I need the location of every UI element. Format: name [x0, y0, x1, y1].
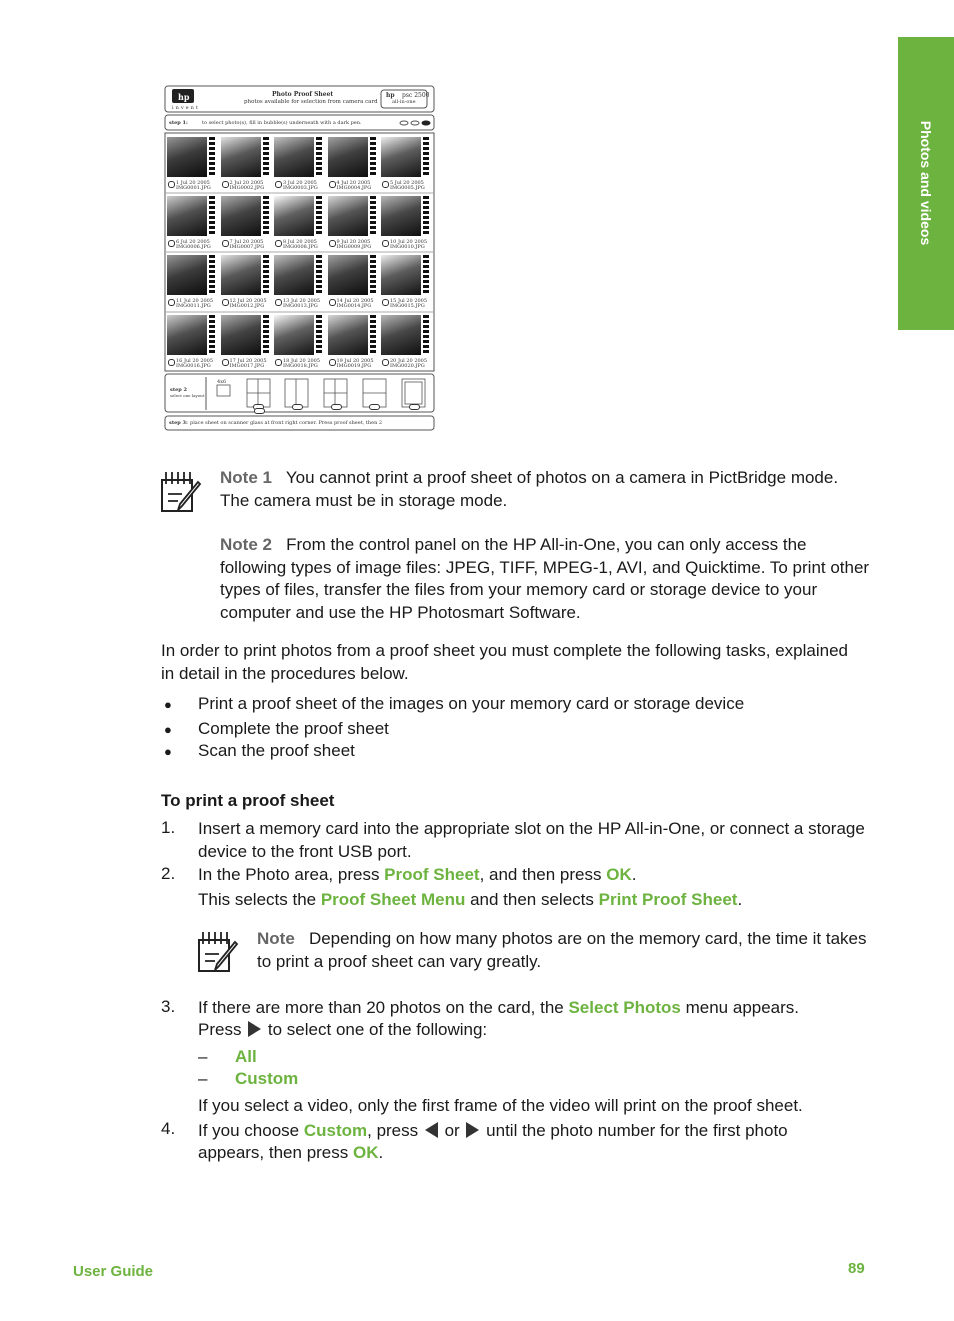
film-strip — [370, 255, 376, 295]
film-strip — [370, 196, 376, 236]
hp-logo: hp — [178, 92, 190, 102]
layout-bubble — [331, 404, 342, 410]
layout-bubble — [292, 404, 303, 410]
select-bubble — [382, 299, 389, 306]
procedure-heading: To print a proof sheet — [161, 791, 335, 810]
bullet-glyph: ● — [164, 697, 172, 712]
note-1 — [220, 467, 870, 512]
note-1-label: Note 1 — [220, 468, 272, 487]
bullet-glyph: ● — [164, 722, 172, 737]
thumbnail-filename: IMG0001.JPG — [176, 185, 211, 191]
step-4-part: , press — [367, 1121, 423, 1140]
thumbnail-filename: IMG0018.JPG — [283, 363, 318, 369]
step-4-part: appears, then press — [198, 1143, 353, 1162]
step-2-part: , and then press — [479, 865, 607, 884]
thumbnail-filename: IMG0007.JPG — [229, 244, 265, 250]
select-bubble — [222, 240, 229, 247]
note-icon — [197, 930, 241, 974]
print-proof-sheet-ref: Print Proof Sheet — [598, 890, 738, 909]
film-strip — [370, 315, 376, 355]
step-3-part: menu appears. — [680, 998, 800, 1017]
section-tab — [898, 37, 954, 330]
thumbnail-filename: IMG0012.JPG — [229, 303, 265, 309]
film-strip — [370, 137, 376, 177]
photo-thumbnail — [274, 255, 314, 295]
thumbnail-filename: IMG0006.JPG — [176, 244, 211, 250]
film-strip — [423, 315, 429, 355]
step-4-part: until the photo number for the first photo — [481, 1121, 788, 1140]
step2-label: step 2 — [170, 387, 188, 393]
step-4-part: or — [439, 1121, 465, 1140]
step-number: 2. — [161, 864, 176, 883]
film-strip — [209, 315, 215, 355]
option-all: All — [235, 1047, 257, 1066]
proof-sheet-figure — [164, 85, 435, 431]
note-2-label: Note 2 — [220, 535, 272, 554]
photo-thumbnail — [221, 255, 261, 295]
note-2-text: From the control panel on the HP All-in-One, you can only access the following types of image files: JPEG, TIFF, MPEG-1, AVI, and Quicktime. To print other types of files, transfer the files from your memory card or storage device to your computer and use the HP Photosmart Software. — [220, 535, 870, 622]
bullet-item: Scan the proof sheet — [198, 741, 355, 760]
thumbnail-date: 9 Jul 20 2005 — [336, 239, 371, 245]
thumbnail-date: 5 Jul 20 2005 — [390, 180, 424, 186]
step1-text: to select photo(s), fill in bubble(s) underneath with a dark pen. — [202, 120, 362, 126]
note-3-label: Note — [257, 929, 295, 948]
photo-thumbnail — [167, 196, 207, 236]
thumbnail-date: 4 Jul 20 2005 — [336, 180, 371, 186]
select-bubble — [222, 359, 229, 366]
left-arrow-icon — [425, 1122, 438, 1138]
step-number: 1. — [161, 818, 176, 837]
thumbnail-filename: IMG0015.JPG — [390, 303, 425, 309]
thumbnail-date: 16 Jul 20 2005 — [176, 358, 214, 364]
select-bubble — [168, 299, 175, 306]
step-2-text — [198, 864, 636, 887]
bullet-item: Complete the proof sheet — [198, 719, 389, 738]
step-3-part: to select one of the following: — [263, 1020, 488, 1039]
film-strip — [209, 196, 215, 236]
photo-thumbnail — [274, 137, 314, 177]
select-bubble — [382, 240, 389, 247]
bullet-glyph: ● — [164, 744, 172, 759]
select-bubble — [275, 181, 282, 188]
photo-thumbnail — [328, 315, 368, 355]
photo-thumbnail — [381, 196, 421, 236]
thumbnail-filename: IMG0005.JPG — [390, 185, 425, 191]
sheet-product: psc 2500 — [402, 92, 430, 99]
select-bubble — [222, 299, 229, 306]
photo-thumbnail — [221, 315, 261, 355]
photo-thumbnail — [381, 137, 421, 177]
select-bubble — [275, 299, 282, 306]
step-2-part: In the Photo area, press — [198, 865, 385, 884]
note-2 — [220, 534, 870, 624]
photo-thumbnail — [328, 137, 368, 177]
step3-text: place sheet on scanner glass at front right corner. Press proof sheet, then 2 — [190, 420, 383, 426]
select-bubble — [329, 299, 336, 306]
thumbnail-date: 15 Jul 20 2005 — [390, 298, 428, 304]
film-strip — [263, 255, 269, 295]
section-tab-label: Photos and videos — [918, 120, 934, 246]
thumbnail-filename: IMG0002.JPG — [229, 185, 265, 191]
step-2-sub-part: . — [737, 890, 743, 909]
note-1-text: You cannot print a proof sheet of photos on a camera in PictBridge mode. The camera must be in storage mode. — [220, 468, 839, 510]
select-bubble — [382, 181, 389, 188]
right-arrow-icon — [466, 1122, 479, 1138]
thumbnail-date: 14 Jul 20 2005 — [336, 298, 374, 304]
layout-bubble — [254, 408, 265, 414]
select-bubble — [275, 240, 282, 247]
ok-button-ref: OK — [352, 1143, 379, 1162]
photo-thumbnail — [167, 137, 207, 177]
step-4-part: . — [378, 1143, 384, 1162]
proof-sheet-menu-ref: Proof Sheet Menu — [320, 890, 466, 909]
footer-guide-label: User Guide — [73, 1263, 154, 1280]
photo-thumbnail — [328, 196, 368, 236]
dash: – — [198, 1047, 208, 1066]
film-strip — [423, 196, 429, 236]
photo-thumbnail — [167, 255, 207, 295]
thumbnail-date: 13 Jul 20 2005 — [283, 298, 321, 304]
step1-label: step 1: — [169, 120, 188, 126]
thumbnail-date: 19 Jul 20 2005 — [336, 358, 374, 364]
thumbnail-filename: IMG0020.JPG — [390, 363, 425, 369]
step-4-part: If you choose — [198, 1121, 304, 1140]
thumbnail-filename: IMG0010.JPG — [390, 244, 425, 250]
thumbnail-date: 2 Jul 20 2005 — [229, 180, 264, 186]
thumbnail-date: 11 Jul 20 2005 — [176, 298, 214, 304]
photo-thumbnail — [221, 196, 261, 236]
step-1-text: Insert a memory card into the appropriate slot on the HP All-in-One, or connect a storage device to the front USB port. — [198, 819, 865, 861]
step-2-sub-part: and then selects — [465, 890, 599, 909]
photo-thumbnail — [328, 255, 368, 295]
film-strip — [209, 255, 215, 295]
step-4-continued — [198, 1142, 383, 1165]
film-strip — [316, 137, 322, 177]
custom-ref: Custom — [303, 1121, 368, 1140]
step-number: 4. — [161, 1119, 176, 1138]
select-bubble — [275, 359, 282, 366]
select-bubble — [329, 181, 336, 188]
thumbnail-filename: IMG0011.JPG — [176, 303, 211, 309]
film-strip — [263, 315, 269, 355]
option-custom: Custom — [235, 1069, 299, 1088]
thumbnail-date: 6 Jul 20 2005 — [176, 239, 210, 245]
photo-thumbnail — [221, 137, 261, 177]
step-3-part: If there are more than 20 photos on the card, the — [198, 998, 569, 1017]
step-2-subtext — [198, 889, 742, 912]
sheet-subtitle: photos available for selection from camera card — [244, 99, 378, 105]
select-bubble — [329, 359, 336, 366]
step-3-text — [198, 997, 799, 1020]
film-strip — [263, 196, 269, 236]
film-strip — [263, 137, 269, 177]
step2-text: select one layout — [170, 393, 205, 398]
ok-button-ref: OK — [606, 865, 632, 884]
note-icon — [160, 470, 204, 514]
film-strip — [316, 196, 322, 236]
thumbnail-date: 12 Jul 20 2005 — [229, 298, 267, 304]
step-4-text — [198, 1120, 788, 1143]
photo-thumbnail — [274, 196, 314, 236]
step-2-part: . — [631, 865, 637, 884]
sheet-brand-small: hp — [386, 92, 395, 99]
select-bubble — [168, 240, 175, 247]
sheet-product-sub: all-in-one — [392, 99, 416, 105]
right-arrow-icon — [248, 1021, 261, 1037]
photo-thumbnail — [274, 315, 314, 355]
dash: – — [198, 1069, 208, 1088]
photo-thumbnail — [381, 255, 421, 295]
layout-bubble — [369, 404, 380, 410]
thumbnail-filename: IMG0004.JPG — [336, 185, 372, 191]
film-strip — [316, 315, 322, 355]
thumbnail-filename: IMG0019.JPG — [336, 363, 372, 369]
thumbnail-filename: IMG0016.JPG — [176, 363, 211, 369]
bullet-item: Print a proof sheet of the images on your memory card or storage device — [198, 694, 745, 713]
thumbnail-date: 17 Jul 20 2005 — [229, 358, 267, 364]
film-strip — [209, 137, 215, 177]
hp-tagline: invent — [172, 105, 200, 111]
film-strip — [423, 137, 429, 177]
thumbnail-date: 8 Jul 20 2005 — [283, 239, 317, 245]
layout-bubble — [409, 404, 420, 410]
step-3-press — [198, 1019, 487, 1042]
step-number: 3. — [161, 997, 176, 1016]
step-2-sub-part: This selects the — [198, 890, 321, 909]
photo-thumbnail — [381, 315, 421, 355]
thumbnail-filename: IMG0003.JPG — [283, 185, 318, 191]
video-note: If you select a video, only the first frame of the video will print on the proof sheet. — [198, 1096, 803, 1115]
thumbnail-date: 1 Jul 20 2005 — [176, 180, 210, 186]
thumbnail-date: 20 Jul 20 2005 — [390, 358, 428, 364]
note-3 — [257, 928, 867, 973]
thumbnail-date: 10 Jul 20 2005 — [390, 239, 428, 245]
intro-paragraph: In order to print photos from a proof sheet you must complete the following tasks, explained in detail in the procedures below. — [161, 641, 848, 683]
step3-label: step 3: — [169, 420, 188, 426]
step-3-part: Press — [198, 1020, 247, 1039]
film-strip — [423, 255, 429, 295]
thumbnail-date: 3 Jul 20 2005 — [283, 180, 317, 186]
photo-thumbnail — [167, 315, 207, 355]
thumbnail-filename: IMG0009.JPG — [336, 244, 372, 250]
thumbnail-date: 7 Jul 20 2005 — [229, 239, 264, 245]
note-3-text: Depending on how many photos are on the memory card, the time it takes to print a proof sheet can vary greatly. — [257, 929, 867, 971]
step2-size: 4x6 — [217, 379, 227, 385]
thumbnail-filename: IMG0008.JPG — [283, 244, 318, 250]
select-bubble — [168, 181, 175, 188]
thumbnail-date: 18 Jul 20 2005 — [283, 358, 321, 364]
film-strip — [316, 255, 322, 295]
page-number: 89 — [848, 1260, 865, 1277]
sheet-title: Photo Proof Sheet — [272, 91, 334, 98]
thumbnail-filename: IMG0014.JPG — [336, 303, 372, 309]
select-bubble — [222, 181, 229, 188]
select-bubble — [329, 240, 336, 247]
select-photos-menu-ref: Select Photos — [568, 998, 681, 1017]
thumbnail-filename: IMG0013.JPG — [283, 303, 318, 309]
select-bubble — [168, 359, 175, 366]
select-bubble — [382, 359, 389, 366]
proof-sheet-button-ref: Proof Sheet — [384, 865, 480, 884]
thumbnail-filename: IMG0017.JPG — [229, 363, 265, 369]
